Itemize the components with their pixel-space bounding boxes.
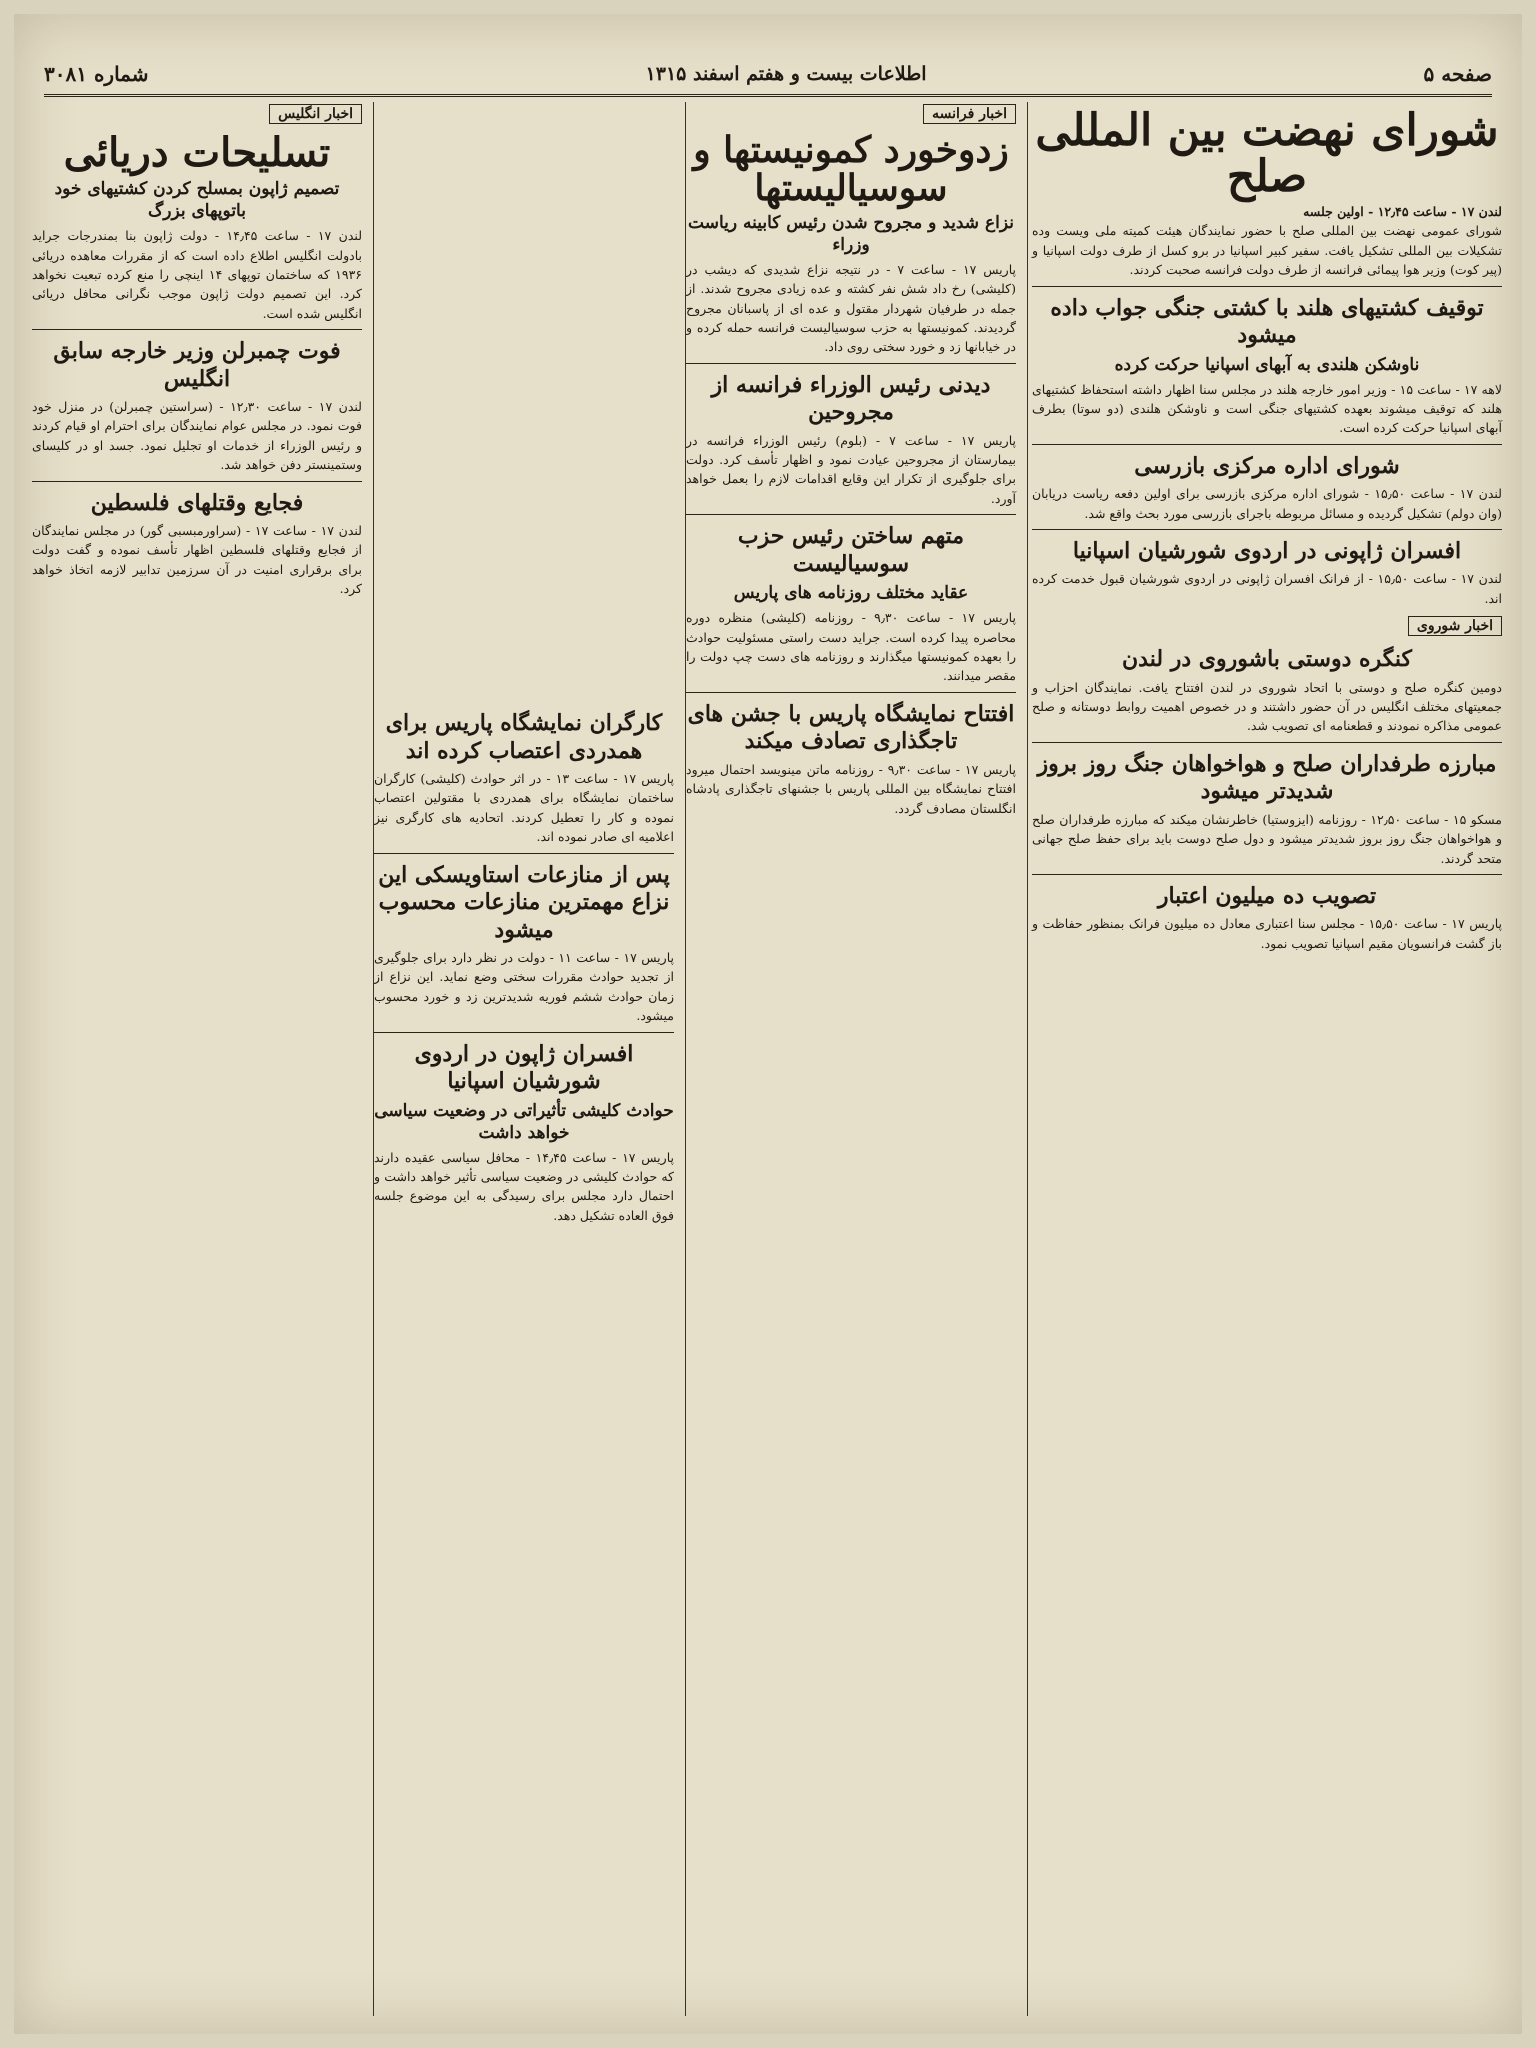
divider <box>1032 444 1502 445</box>
column-right <box>1026 102 1508 2016</box>
divider <box>1032 874 1502 875</box>
article-body: پاریس ۱۷ - ساعت ۷ - (بلوم) رئیس الوزراء فرانسه در بیمارستان از مجروحین عیادت نمود و اظهار تأسف کرد. دولت برای جلوگیری از تکرار این وقایع اقدامات لازم را بعمل خواهد آورد. <box>686 432 1016 506</box>
article-title: فجایع وقتلهای فلسطین <box>90 489 304 516</box>
article-body: لندن ۱۷ - ساعت ۱۵٫۵۰ - شورای اداره مرکزی بازرسی برای اولین دفعه ریاست دریابان (وان دولم) تشکیل گردیده و مسائل مربوطه باجرای بازرسی مورد بحث واقع شد. <box>1032 486 1502 521</box>
article-body: شورای عمومی نهضت بین المللی صلح با حضور نمایندگان هیئت کمیته ملی ویست وده تشکیلات بین المللی تشکیل یافت. سفیر کبیر اسپانیا در برو کسل از طرف دولت اسپانیا و (پیر کوت) وزیر هوا پیمائی فرانسه از طرف دولت فرانسه صحبت کردند. <box>1032 223 1502 278</box>
article-title: دیدنی رئیس الوزراء فرانسه از مجروحین <box>711 371 991 426</box>
article-title: توقیف کشتیهای هلند با کشتی جنگی جواب داده میشود <box>1050 294 1484 348</box>
article-title: تصویب ده میلیون اعتبار <box>1157 882 1377 909</box>
column-rule <box>685 102 686 2016</box>
article-body: پاریس ۱۷ - ساعت ۱۱ - دولت در نظر دارد برای جلوگیری از تجدید حوادث مقررات سختی وضع نماید. این نزاع از زمان حوادث ششم فوریه شدیدترین زد و خورد محسوب میشود. <box>374 950 674 1024</box>
headline-naval-armament: تسلیحات دریائی <box>63 129 331 176</box>
article-body: پاریس ۱۷ - ساعت ۹٫۳۰ - روزنامه ماتن مینویسد احتمال میرود افتتاح نمایشگاه بین المللی پاریس با جشنهای تاجگذاری پادشاه انگلستان مصادف گردد. <box>686 761 1016 816</box>
dateline: لندن ۱۷ - ساعت ۱۲٫۴۵ - اولین جلسه <box>1303 204 1502 220</box>
divider <box>32 481 362 482</box>
article-body: لندن ۱۷ - ساعت ۱۷ - (سراورمبسبی گور) در مجلس نمایندگان از فجایع وقتلهای فلسطین اظهار تأسف نموده و گفت دولت برای برقراری امنیت در آن سرزمین تدابیر لازمه اتخاذ خواهد کرد. <box>32 523 362 597</box>
headline-clashes: زدوخورد کمونیستها و سوسیالیستها <box>693 129 1009 209</box>
column-rule <box>1027 102 1028 2016</box>
article-subtitle: ناوشکن هلندی به آبهای اسپانیا حرکت کرده <box>1114 354 1420 375</box>
article-subtitle: نزاع شدید و مجروح شدن رئیس کابینه ریاست وزراء <box>688 212 1014 255</box>
newspaper-page <box>14 14 1522 2034</box>
article-body: لندن ۱۷ - ساعت ۱۴٫۴۵ - دولت ژاپون بنا بمندرجات جراید بادولت انگلیس اطلاع داده است که از مقررات معاهده دریائی ۱۹۳۶ که ساختمان توپهای ۱۴ اینچی را منع کرده تبعیت نخواهد کرد. این تصمیم دولت ژاپون موجب نگرانی محافل دریائی انگلیس شده است. <box>32 228 362 321</box>
article-title: کارگران نمایشگاه پاریس برای همدردی اعتصاب کرده اند <box>385 710 663 764</box>
paper-date-line: اطلاعات بیست و هفتم اسفند ۱۳۱۵ <box>645 63 927 85</box>
article-body: پاریس ۱۷ - ساعت ۷ - در نتیجه نزاع شدیدی که دیشب در (کلیشی) رخ داد شش نفر کشته و عده زیادی مجروح شدند. از جمله در طرفیان شهردار مقتول و عده ای از پاسبانان مجروح گردیدند. کمونیستها به حزب سوسیالیست فرانسه حمله کرده و در خیابانها زد و خورد سختی روی داد. <box>686 261 1016 355</box>
divider <box>374 1032 674 1033</box>
section-band: اخبار انگلیس <box>269 104 362 124</box>
article-body: پاریس ۱۷ - ساعت ۱۵٫۵۰ - مجلس سنا اعتباری معادل ده میلیون فرانک بمنظور حفاظت و باز گشت فرانسویان مقیم اسپانیا تصویب نمود. <box>1032 916 1502 951</box>
section-band: اخبار فرانسه <box>923 104 1016 124</box>
article-body: پاریس ۱۷ - ساعت ۱۳ - در اثر حوادث (کلیشی) کارگران ساختمان نمایشگاه برای همدردی با مقتولین اعتصاب نموده و کار را تعطیل کردند. اتحادیه های کارگری نیز اعلامیه ای صادر نموده اند. <box>374 771 674 845</box>
article-body: لندن ۱۷ - ساعت ۱۵٫۵۰ - از فرانک افسران ژاپونی در اردوی شورشیان قبول خدمت کرده اند. <box>1032 571 1502 606</box>
issue-number: شماره ۳۰۸۱ <box>44 62 149 86</box>
masthead <box>44 54 1492 97</box>
article-title: مبارزه طرفداران صلح و هواخواهان جنگ روز بروز شدیدتر میشود <box>1037 750 1497 805</box>
article-subtitle: عقاید مختلف روزنامه های پاریس <box>733 583 969 604</box>
continued-text-area <box>374 102 674 702</box>
article-body: پاریس ۱۷ - ساعت ۹٫۳۰ - روزنامه (کلیشی) منظره دوره محاصره پیدا کرده است. جراید دست راستی مسئولیت حوادث را بعهده کمونیستها میگذارند و روزنامه های دست چپ دولت را مقصر میدانند. <box>686 610 1016 684</box>
article-title: فوت چمبرلن وزیر خارجه سابق انگلیس <box>53 338 341 392</box>
divider <box>686 514 1016 515</box>
divider <box>686 692 1016 693</box>
divider <box>374 853 674 854</box>
article-title: افسران ژاپون در اردوی شورشیان اسپانیا <box>414 1040 634 1094</box>
article-body: دومین کنگره صلح و دوستی با اتحاد شوروی در لندن افتتاح یافت. نمایندگان احزاب و جمعیتهای مختلف انگلیس در آن حضور داشتند و در خصوص اهمیت روابط دوستانه و صلح عمومی مذاکره نمودند و قطعنامه ای تصویب شد. <box>1032 679 1502 734</box>
article-title: افتتاح نمایشگاه پاریس با جشن های تاجگذاری تصادف میکند <box>687 700 1015 755</box>
page-number: صفحه ۵ <box>1423 62 1492 86</box>
column-mid-right <box>680 102 1022 2016</box>
article-body: مسکو ۱۵ - ساعت ۱۲٫۵۰ - روزنامه (ایزوستیا) خاطرنشان میکند که مبارزه طرفداران صلح و هواخواهان جنگ روز بروز شدیدتر میشود و دول صلح دوست باید برای حفظ صلح جهانی متحد گردند. <box>1032 811 1502 866</box>
headline-peace-council: شورای نهضت بین المللی صلح <box>1035 105 1499 203</box>
column-rule <box>373 102 374 2016</box>
divider <box>686 363 1016 364</box>
article-title: متهم ساختن رئیس حزب سوسیالیست <box>737 523 965 577</box>
article-subtitle: تصمیم ژاپون بمسلح کردن کشتیهای خود باتوپهای بزرگ <box>54 179 340 222</box>
divider <box>1032 529 1502 530</box>
column-mid-left <box>368 102 680 2016</box>
article-subtitle: حوادث کلیشی تأثیراتی در وضعیت سیاسی خواهد داشت <box>374 1100 674 1143</box>
article-body: لاهه ۱۷ - ساعت ۱۵ - وزیر امور خارجه هلند در مجلس سنا اظهار داشته استحفاظ کشتیهای هلند که توقیف میشوند بعهده کشتیهای جنگی است و ناوشکن هلندی (دو سوتا) بطرف آبهای اسپانیا حرکت کرده است. <box>1032 381 1502 436</box>
article-title: پس از منازعات استاویسکی این نزاع مهمترین منازعات محسوب میشود <box>378 861 670 943</box>
article-body: پاریس ۱۷ - ساعت ۱۴٫۴۵ - محافل سیاسی عقیده دارند که حوادث کلیشی در وضعیت سیاسی تأثیر خواهد داشت و احتمال دارد مجلس برای رسیدگی به این موضوع جلسه فوق العاده تشکیل دهد. <box>374 1149 674 1223</box>
article-title: شورای اداره مرکزی بازرسی <box>1134 452 1400 479</box>
divider <box>1032 286 1502 287</box>
divider <box>1032 742 1502 743</box>
column-left <box>26 102 368 2016</box>
section-band: اخبار شوروی <box>1408 616 1502 636</box>
article-title: کنگره دوستی باشوروی در لندن <box>1122 646 1412 673</box>
article-body: لندن ۱۷ - ساعت ۱۲٫۳۰ - (سراستین چمبرلن) در منزل خود فوت نمود. در مجلس عوام نمایندگان برای احترام او قیام کردند و رئیس الوزراء از خدمات او تجلیل نمود. جسد او در کلیسای وستمینستر دفن خواهد شد. <box>32 399 362 473</box>
divider <box>32 329 362 330</box>
article-title: افسران ژاپونی در اردوی شورشیان اسپانیا <box>1072 537 1462 564</box>
